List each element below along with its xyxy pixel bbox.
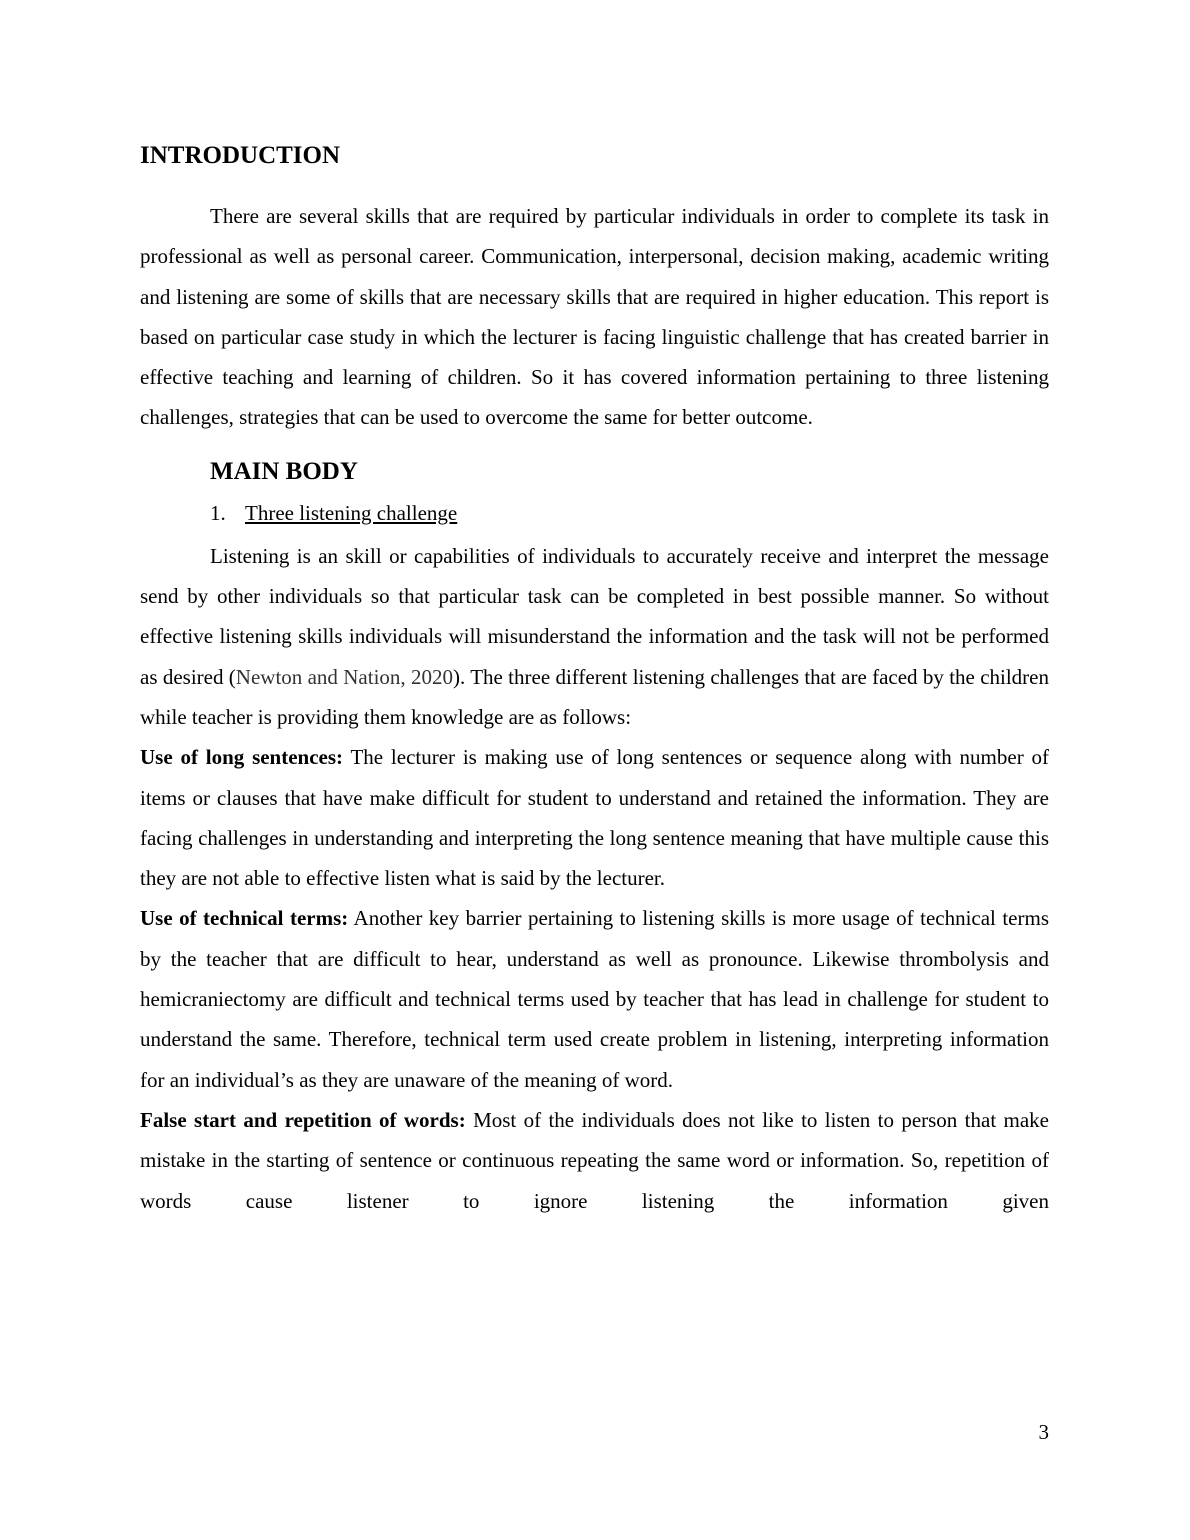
challenge-text: The lecturer is making use of long sentences or sequence along with number of items or clauses that have make difficult for student to understand and retained the information. They are facing challenges in understanding and interpreting the long sentence meaning that have multiple cause this they are not able to effective listen what is said by the lecturer. <box>140 745 1050 891</box>
listening-text-after-citation: ). The three different listening challenges that are faced by the children while teacher is providing them knowledge are as follows: <box>140 664 1049 729</box>
challenge-technical-terms <box>140 898 1049 1099</box>
introduction-heading: INTRODUCTION <box>140 142 341 169</box>
introduction-paragraph: There are several skills that are required by particular individuals in order to complete its task in professional as well as personal career. Communication, interpersonal, decision making, academic writing and listening are some of skills that are necessary skills that are required in higher education. This report is based on particular case study in which the lecturer is facing linguistic challenge that has created barrier in effective teaching and learning of children. So it has covered information pertaining to three listening challenges, strategies that can be used to overcome the same for better outcome. <box>140 204 1049 430</box>
main-body-heading: MAIN BODY <box>210 457 358 485</box>
page-number: 3 <box>1038 1420 1049 1444</box>
list-item-listening-challenge <box>210 498 1049 528</box>
citation: Newton and Nation, 2020 <box>235 664 453 689</box>
list-item-number: 1. <box>210 500 226 525</box>
listening-paragraph <box>140 536 1049 737</box>
challenge-title: False start and repetition of words: <box>140 1107 466 1132</box>
challenge-title: Use of technical terms: <box>140 906 349 931</box>
challenge-long-sentences <box>140 737 1049 898</box>
challenge-text: Another key barrier pertaining to listening skills is more usage of technical terms by the teacher that are difficult to hear, understand as well as pronounce. Likewise thrombolysis and hemicraniectomy are difficult and technical terms used by teacher that has lead in challenge for student to understand the same. Therefore, technical term used create problem in listening, interpreting information for an individual’s as they are unaware of the meaning of word. <box>140 906 1049 1092</box>
listening-text-before-citation: Listening is an skill or capabilities of individuals to accurately receive and interpret the message send by other individuals so that particular task can be completed in best possible manner. So without effective listening skills individuals will misunderstand the information and the task will not be performed as desired ( <box>140 543 1049 689</box>
page-content <box>140 138 1049 1221</box>
list-item-label: Three listening challenge <box>245 500 458 525</box>
challenge-title: Use of long sentences: <box>140 745 344 770</box>
challenge-false-start <box>140 1100 1049 1221</box>
challenge-text: Most of the individuals does not like to listen to person that make mistake in the starting of sentence or continuous repeating the same word or information. So, repetition of words cause listener to ignore listening the information given <box>140 1107 1049 1213</box>
